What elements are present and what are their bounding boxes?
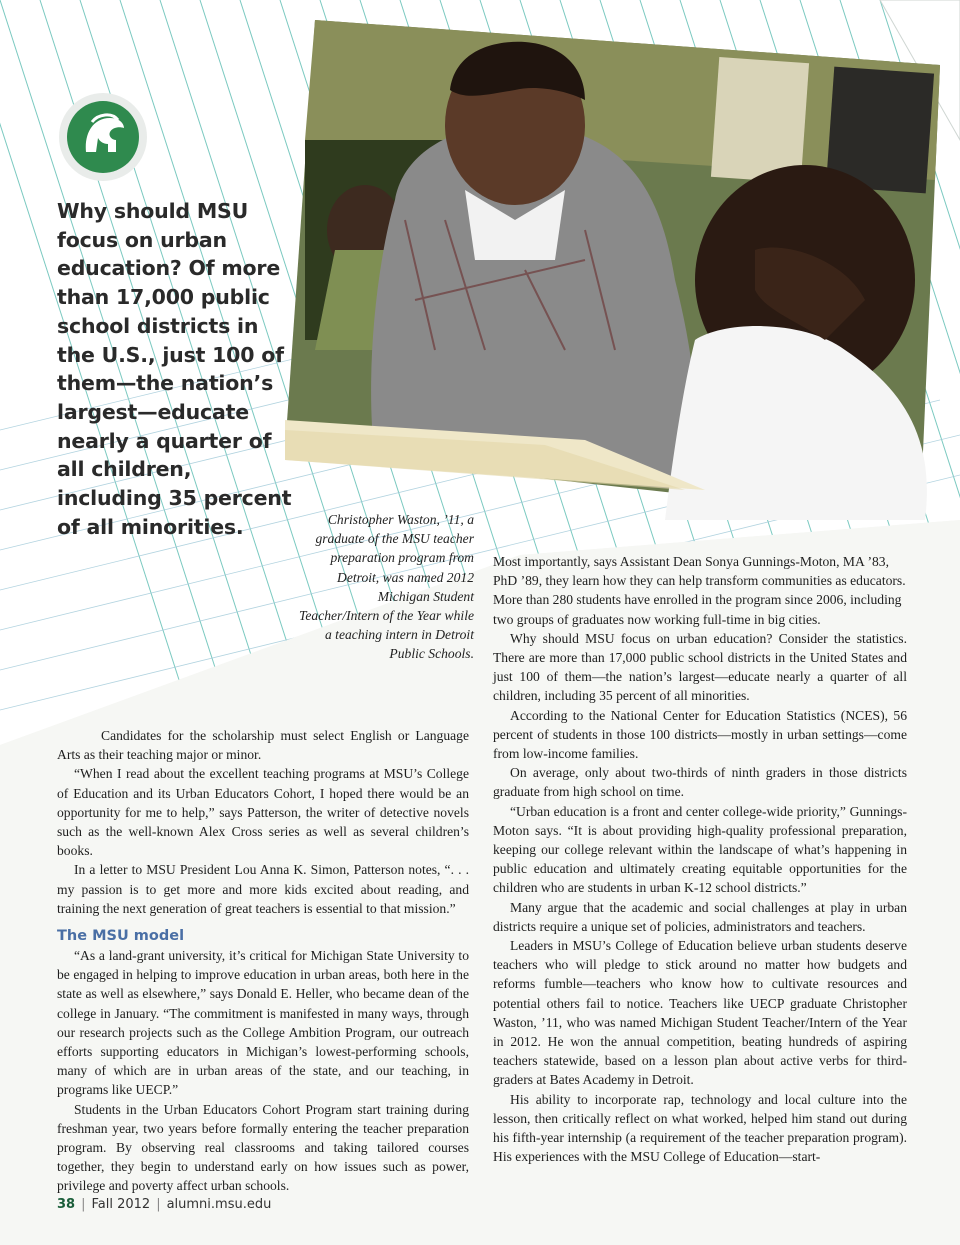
left-column — [57, 726, 469, 1196]
paragraph: Why should MSU focus on urban education? Consider the statistics. There are more than 17,000 public school districts in the United States and just 100 of them—the nation’s largest—educate nearly a quarter of all children, including 35 percent of all minorities. — [493, 630, 907, 704]
paragraph: Candidates for the scholarship must select English or Language Arts as their teaching major or minor. — [57, 728, 469, 763]
paragraph: “When I read about the excellent teaching programs at MSU’s College of Education and its Urban Educators Cohort, I hoped there would be an opportunity for me to help,” says Patterson, the writer of detective novels such as the well-known Alex Cross series as well as several children’s books. — [57, 766, 469, 859]
paragraph: “As a land-grant university, it’s critical for Michigan State University to be engaged in helping to improve education in urban areas, both here in the state as well as elsewhere,” says Donald E. Heller, who became dean of the college in January. “The commitment is manifested in many ways, through our research projects such as the College Ambition Program, our outreach efforts supporting educators in Michigan’s lowest-performing schools, many of which are in urban areas of the state, and our teaching, in programs like UECP.” — [57, 948, 469, 1098]
paragraph: His ability to incorporate rap, technology and local culture into the lesson, then critically reflect on what worked, helped him stand out during his fifth-year internship (a requirement of the teacher preparation program). His experiences with the MSU College of Education—start- — [493, 1091, 907, 1165]
page-number: 38 — [57, 1197, 76, 1212]
right-column — [493, 552, 907, 1167]
paragraph: Most importantly, says Assistant Dean Sonya Gunnings-Moton, MA ’83, PhD ’89, they learn how they can help transform communities as educators. More than 280 students have enrolled in the program since 2006, including two groups of graduates now working full-time in big cities. — [493, 554, 906, 627]
paragraph: Many argue that the academic and social challenges at play in urban districts require a unique set of policies, administrators and teachers. — [493, 899, 907, 934]
separator: | — [156, 1197, 161, 1212]
paragraph: On average, only about two-thirds of ninth graders in those districts graduate from high school on time. — [493, 765, 907, 800]
separator: | — [81, 1197, 86, 1212]
issue-label: Fall 2012 — [91, 1197, 151, 1212]
section-heading: The MSU model — [57, 928, 185, 945]
site-link[interactable]: alumni.msu.edu — [166, 1197, 272, 1212]
paragraph: “Urban education is a front and center college-wide priority,” Gunnings-Moton says. “It is about providing high-quality professional preparation, keeping our college relevant within the landscape of what’s happening in public education and ultimately creating equitable opportunities for the children who are students in urban K-12 school districts.” — [493, 803, 907, 896]
classroom-photo — [285, 20, 940, 520]
paragraph: Students in the Urban Educators Cohort Program start training during freshman year, two years before formally entering the teacher preparation program. By observing real classrooms and taking tailored courses together, they begin to understand early on how issues such as power, privilege and poverty affect urban schools. — [57, 1101, 469, 1194]
pull-quote: Why should MSU focus on urban education? Of more than 17,000 public school districts in the U.S., just 100 of them—the nation’s largest—educate nearly a quarter of all children, including 35 percent of all minorities. — [57, 199, 292, 539]
paragraph: In a letter to MSU President Lou Anna K. Simon, Patterson notes, “. . . my passion is to get more and more kids excited about reading, and training the next generation of great teachers is essential to that mission.” — [57, 862, 469, 916]
page-footer — [57, 1197, 271, 1212]
paragraph: According to the National Center for Education Statistics (NCES), 56 percent of students in those 100 districts—mostly in urban settings—come from low-income families. — [493, 707, 907, 762]
paragraph: Leaders in MSU’s College of Education believe urban students deserve teachers who will pledge to stick around no matter how budgets and reforms fumble—teachers who know how to cultivate resources and potential others fail to notice. Teachers like UECP graduate Christopher Waston, ’11, who was named Michigan Student Teacher/Intern of the Year in 2012. He won the annual competition, beating hundreds of aspiring teachers statewide, based on a lesson plan about active verbs for third-graders at Bates Academy in Detroit. — [493, 938, 907, 1088]
photo-caption: Christopher Waston, ’11, a graduate of the MSU teacher preparation program from Detroit, was named 2012 Michigan Student Teacher/Intern of the Year while a teaching intern in Detroit Public Schools. — [299, 512, 474, 662]
spartan-helmet-icon — [58, 92, 148, 182]
